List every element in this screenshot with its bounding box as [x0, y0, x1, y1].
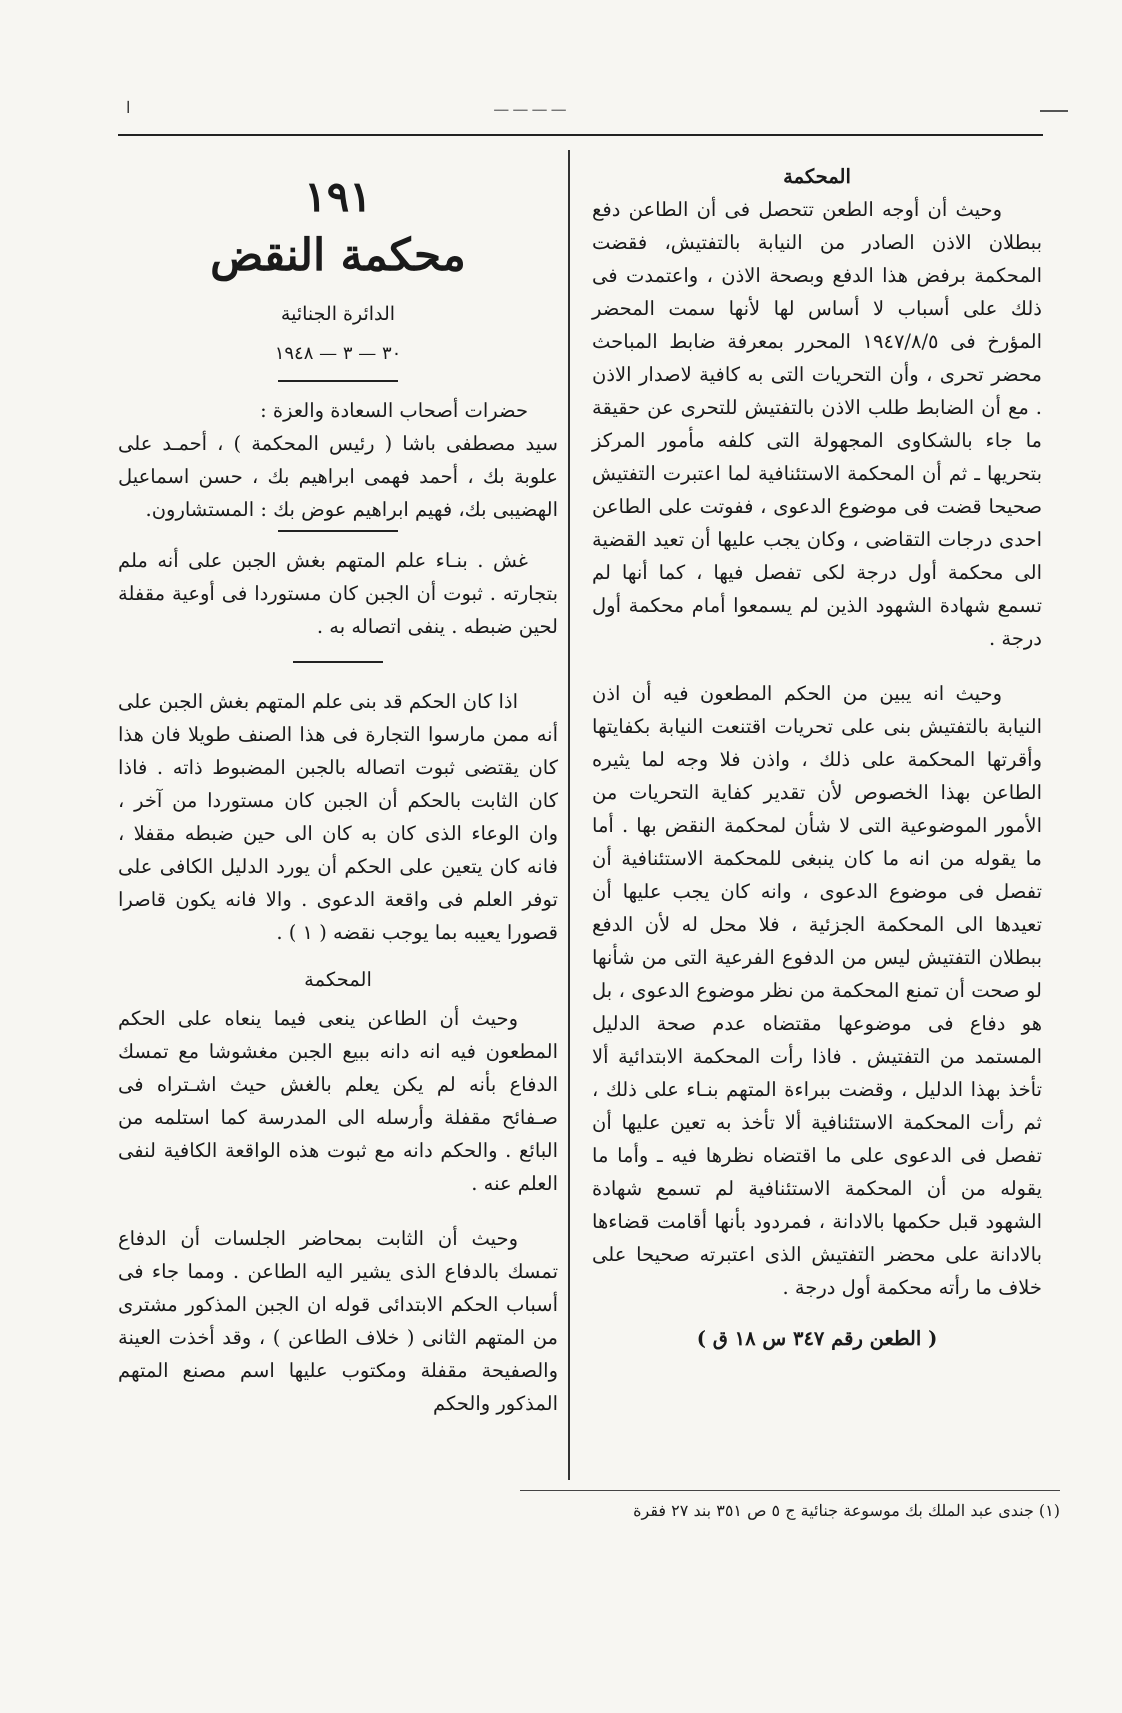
header-dash — [1040, 110, 1068, 112]
running-title: ـــ ـــ ـــ ـــ — [494, 96, 566, 115]
session-date: ٣٠ — ٣ — ١٩٤٨ — [274, 343, 402, 364]
page-mark: ا — [126, 98, 131, 117]
legal-principle: اذا كان الحكم قد بنى علم المتهم بغش الجبن على أنه ممن مارسوا التجارة فى هذا الصنف طويلا فان هذا كان يقتضى ثبوت اتصاله بالجبن المضبوط ذاته . فاذا كان الثابت بالحكم أن الجبن كان مستوردا من آخر ، وان الوعاء الذى كان به كان الى حين ضبطه مقفلا ، فانه كان يتعين على الحكم أن يورد الدليل الكافى على توفر العلم فى واقعة الدعوى . والا فانه يكون قاصرا قصورا يعيبه بما يوجب نقضه ( ١ ) . — [118, 690, 558, 944]
case-number: ١٩١ — [304, 172, 372, 221]
judges-list: سيد مصطفى باشا ( رئيس المحكمة ) ، أحمـد على علوبة بك ، أحمد فهمى ابراهيم بك ، حسن اسماعيل الهضيبى بك، فهيم ابراهيم عوض بك : المستشارون. — [118, 432, 558, 521]
divider-rule — [278, 380, 398, 382]
header-rule — [118, 134, 1043, 136]
presence-heading: حضرات أصحاب السعادة والعزة : — [260, 399, 528, 422]
court-title: محكمة النقض — [210, 230, 466, 281]
right-column-heading: المحكمة — [783, 165, 851, 188]
footnote-rule — [520, 1490, 1060, 1491]
right-paragraph-2: وحيث انه يبين من الحكم المطعون فيه أن اذن النيابة بالتفتيش بنى على تحريات اقتنعت النيابة بكفايتها وأقرتها المحكمة على ذلك ، واذن فلا وجه لما يثيره الطاعن بهذا الخصوص لأن تقدير كفاية التحريات من الأمور الموضوعية التى لا شأن لمحكمة النقض بها . أما ما يقوله من انه ما كان ينبغى للمحكمة الاستئنافية أن تفصل فى موضوع الدعوى ، وانه كان يجب عليها أن تعيدها الى المحكمة الجزئية ، فلا محل له لأن الدفع ببطلان التفتيش ليس من الدفوع الفرعية التى من شأنها لو صحت أن تمنع المحكمة من نظر موضوع الدعوى ، بل هو دفاع فى موضوعها مقتضاه عدم صحة الدليل المستمد من التفتيش . فاذا رأت المحكمة الابتدائية ألا تأخذ بهذا الدليل ، وقضت ببراءة المتهم بنـاء على ذلك ، ثم رأت المحكمة الاستئنافية ألا تأخذ به تعين عليها أن تفصل فى الدعوى على ما اقتضاه نظرها فيه ـ وأما ما يقوله من أن المحكمة الاستئنافية لم تسمع شهادة الشهود قبل حكمها بالادانة ، فمردود بأنها أقامت قضاءها بالادانة على محضر التفتيش الذى اعتبرته صحيحا على خلاف ما رأته محكمة أول درجة . — [592, 682, 1042, 1299]
footnote: (١) جندى عبد الملك بك موسوعة جنائية ج ٥ ص ٣٥١ بند ٢٧ فقرة — [633, 1501, 1060, 1520]
divider-rule-2 — [278, 530, 398, 532]
left-paragraph-1: وحيث أن الطاعن ينعى فيما ينعاه على الحكم المطعون فيه انه دانه ببيع الجبن مغشوشا مع تمسك الدفاع بأنه لم يكن يعلم بالغش حيث اشـتراه فى صـفائح مقفلة وأرسله الى المدرسة كما استلمه من البائع . والحكم دانه مع ثبوت هذه الواقعة الكافية لنفى العلم عنه . — [118, 1007, 558, 1195]
column-divider — [568, 150, 570, 1480]
case-summary: غش . بنـاء علم المتهم بغش الجبن على أنه ملم بتجارته . ثبوت أن الجبن كان مستوردا فى أوعية مقفلة لحين ضبطه . ينفى اتصاله به . — [118, 549, 558, 638]
circuit-name: الدائرة الجنائية — [280, 303, 396, 325]
left-paragraph-2: وحيث أن الثابت بمحاضر الجلسات أن الدفاع تمسك بالدفاع الذى يشير اليه الطاعن . ومما جاء فى أسباب الحكم الابتدائى قوله ان الجبن المذكور مشترى من المتهم الثانى ( خلاف الطاعن ) ، وقد أخذت العينة والصفيحة مقفلة ومكتوب عليها اسم مصنع المتهم المذكور والحكم — [118, 1227, 558, 1415]
left-column — [118, 160, 558, 1426]
left-column-subheading: المحكمة — [304, 968, 372, 991]
appeal-number: ( الطعن رقم ٣٤٧ س ١٨ ق ) — [696, 1327, 938, 1350]
divider-rule-3 — [293, 661, 383, 663]
right-paragraph-1: وحيث أن أوجه الطعن تتحصل فى أن الطاعن دفع ببطلان الاذن الصادر من النيابة بالتفتيش، فقضت المحكمة برفض هذا الدفع وبصحة الاذن ، واعتمدت فى ذلك على أسباب لا أساس لها لأنها سمت المحضر المؤرخ فى ١٩٤٧/٨/٥ المحرر بمعرفة ضابط المباحث محضر تحرى ، وأن التحريات التى به كافية لاصدار الاذن . مع أن الضابط طلب الاذن بالتفتيش للتحرى عن حقيقة ما جاء بالشكاوى المجهولة التى كلفه مأمور المركز بتحريها ـ ثم أن المحكمة الاستئنافية لما اعتبرت التفتيش صحيحا قضت فى موضوع الدعوى ، ففوتت على الطاعن احدى درجات التقاضى ، وكان يجب عليها أن تعيد القضية الى محكمة أول درجة لكى تفصل فيها ، كما أنها لم تسمع شهادة الشهود الذين لم يسمعوا أمام محكمة أول درجة . — [592, 198, 1042, 650]
right-column — [592, 160, 1042, 1375]
